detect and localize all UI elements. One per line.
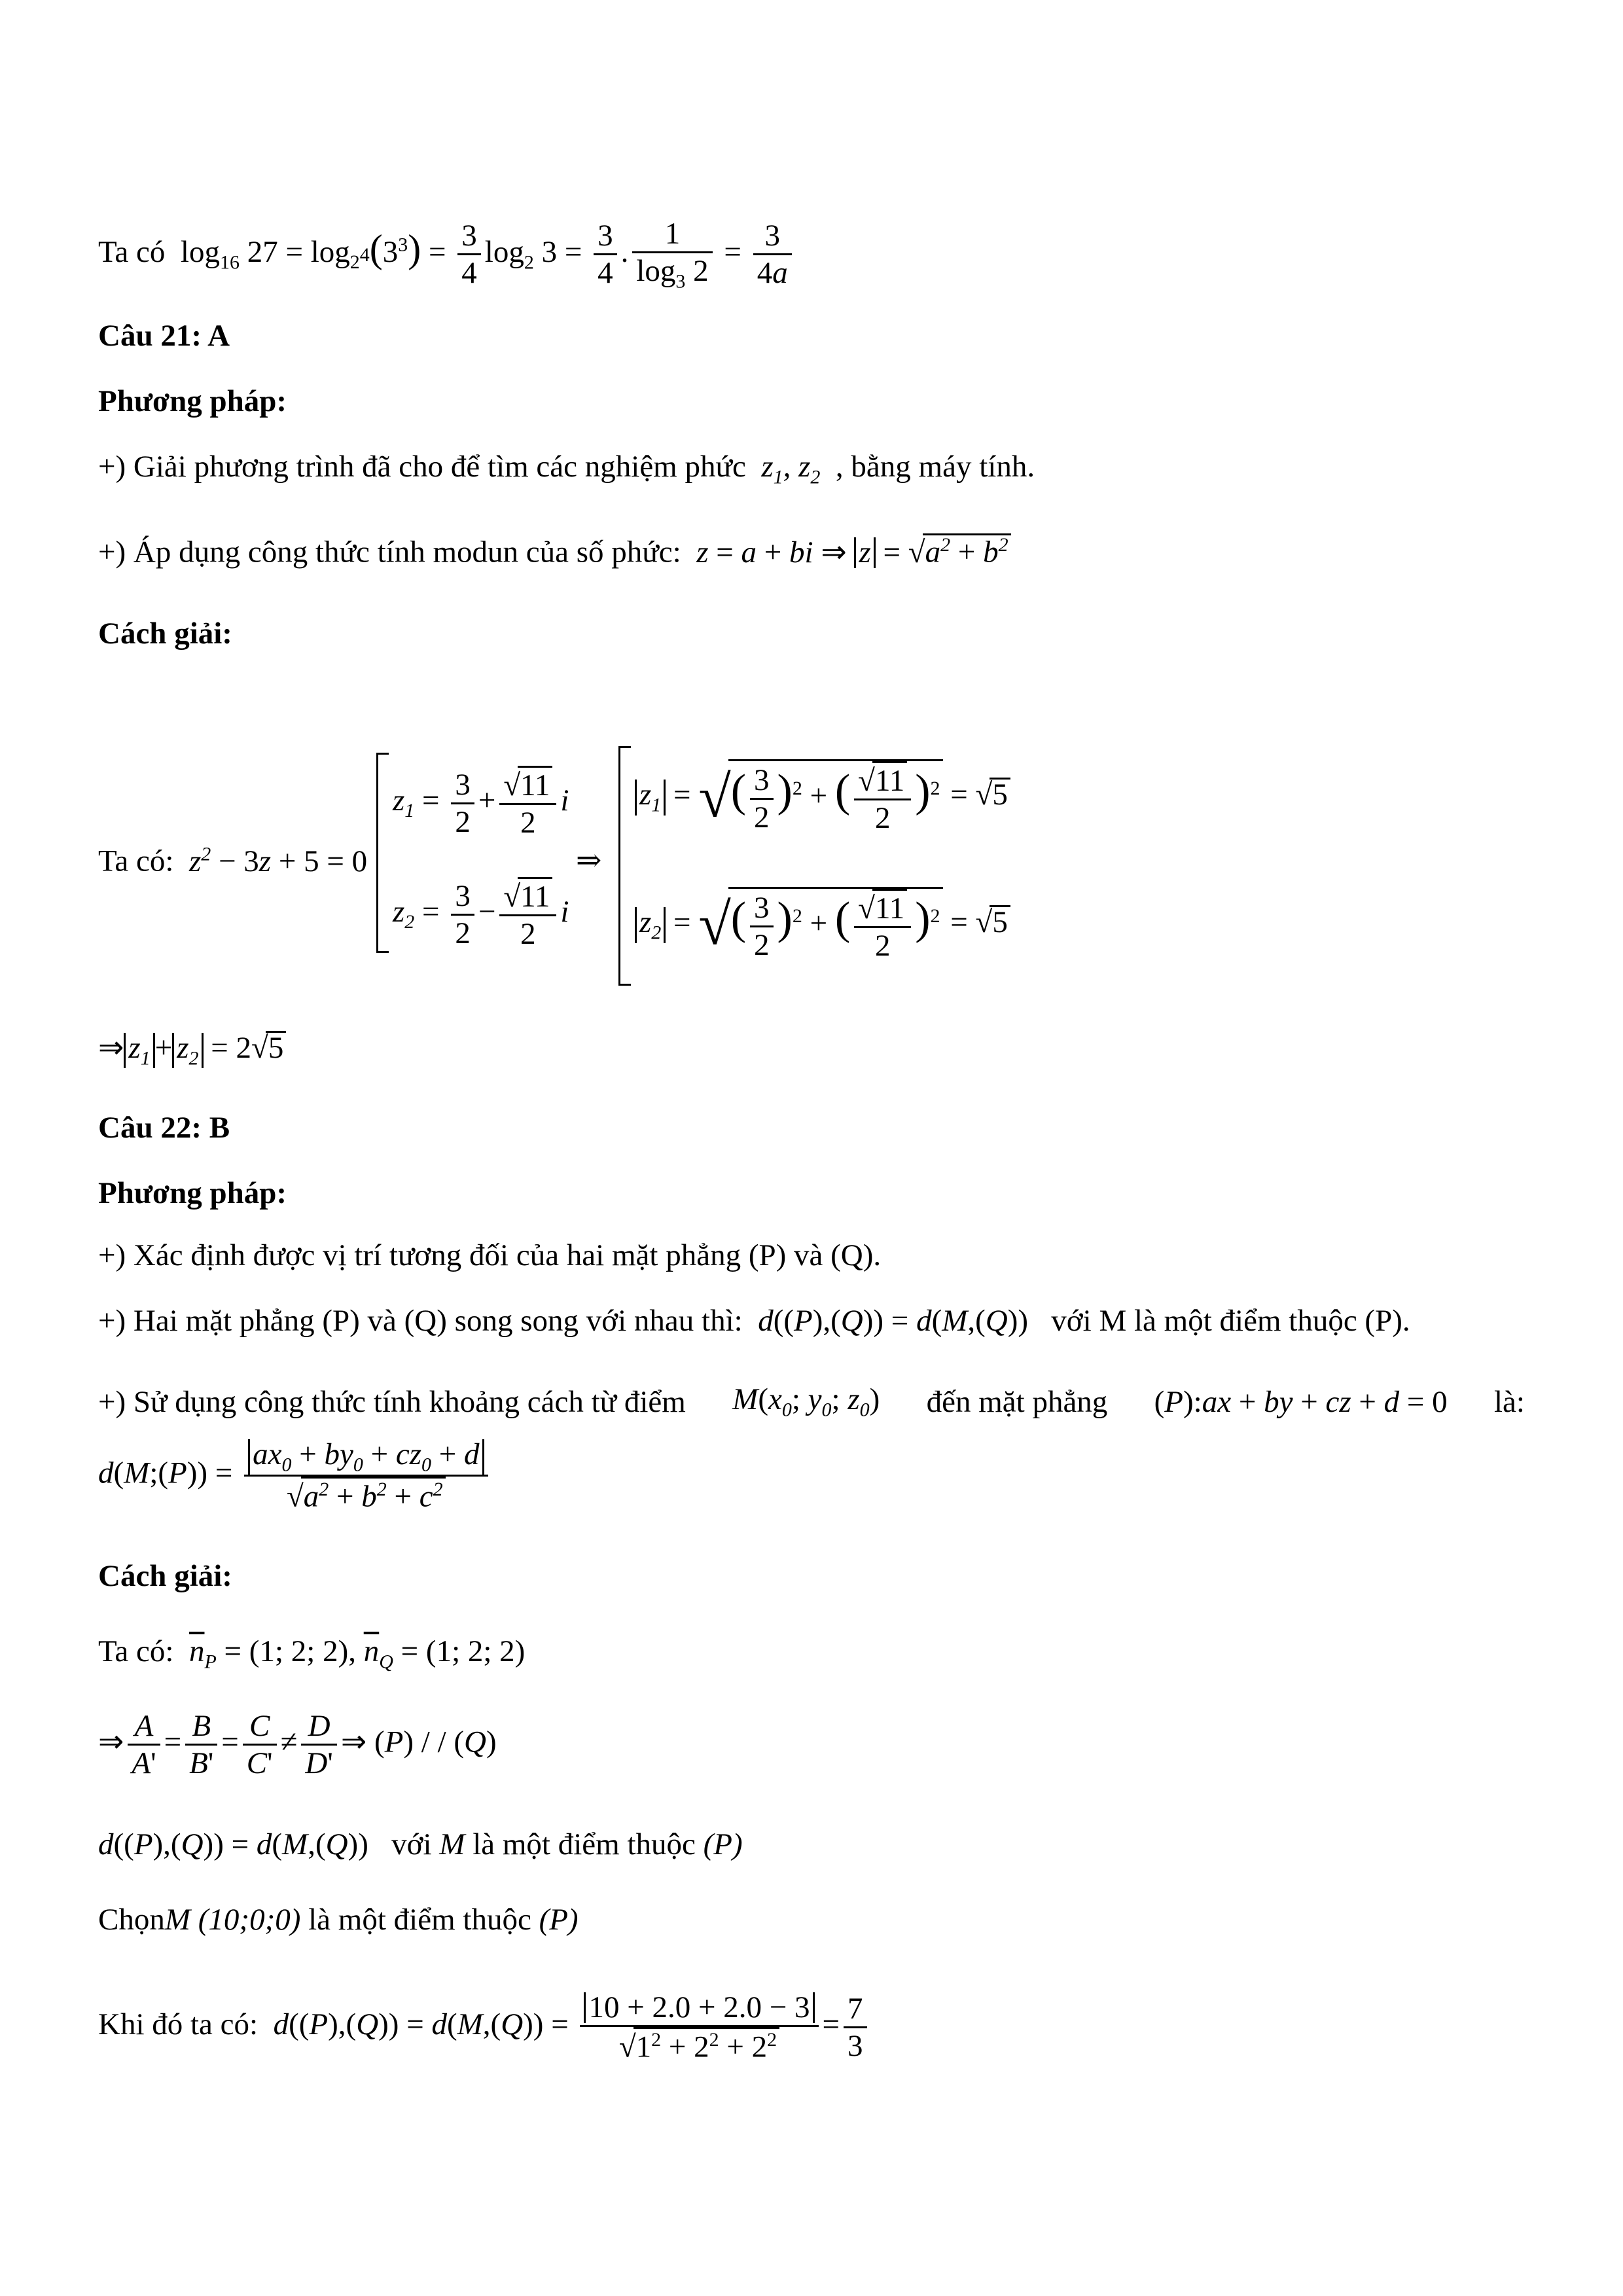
cau21-mod1: $z_1$ = √( $\frac{3}{2}$ )$^2$ + ( $\frac{√11}{2}$ )$^2$ = √5 bbox=[635, 759, 1010, 836]
cau21-arrow: ⇒ bbox=[576, 844, 602, 878]
cau21-mod2: $z_2$ = √( $\frac{3}{2}$ )$^2$ + ( $\frac{√11}{2}$ )$^2$ = √5 bbox=[635, 887, 1010, 963]
cau21-sol-lead: Ta có: bbox=[98, 844, 174, 878]
cau22-s1-lead: Ta có: bbox=[98, 1634, 174, 1668]
cau22-method-1: +) Xác định được vị trí tương đối của hai mặt phẳng (P) và (Q). bbox=[98, 1238, 882, 1272]
cau22-method-3 bbox=[98, 1384, 1525, 1420]
log-lead: Ta có bbox=[98, 234, 166, 269]
cau21-z1: $z_1$ = $\frac{3}{2}$ + $\frac{√11}{2}$ i bbox=[393, 766, 569, 840]
cau21-sol-lead-row bbox=[98, 844, 367, 877]
cau22-s1-math: $\overline{n}_P = (1$; 2; 2), $\overline{n}_Q = (1$; 2; 2) bbox=[188, 1634, 526, 1673]
cau22-m3-text: +) Sử dụng công thức tính khoảng cách từ điểm bbox=[98, 1384, 686, 1419]
cau21-m1-math: $z_1$, $z_2$ bbox=[753, 450, 821, 488]
cau21-bracket-right bbox=[618, 746, 631, 986]
cau21-z2: $z_2$ = $\frac{3}{2}$ − $\frac{√11}{2}$ i bbox=[393, 877, 569, 952]
cau22-s5-math: d((P),(Q)) = d(M,(Q)) = $\frac{10 + 2.0 + 2.0 - 3}{√1^2 + 2^2 + 2^2}$ = $\frac{7}{3}$ bbox=[266, 2007, 871, 2041]
cau21-heading: Câu 21: A bbox=[98, 319, 230, 353]
cau22-m3-formula: d(M;(P)) = $\frac{ax_0 + by_0 + cz_0 + d}{√a^2 + b^2 + c^2}$ bbox=[98, 1437, 492, 1515]
cau22-m3-end: là: bbox=[1494, 1384, 1525, 1419]
cau21-m2-math: z = a + bi ⇒ $z = √a^2 + b^2$ bbox=[688, 535, 1010, 569]
cau22-m3-mid: đến mặt phẳng bbox=[926, 1384, 1108, 1419]
cau22-s3-var: M bbox=[439, 1827, 465, 1861]
cau22-m2-end: với M là một điểm thuộc (P). bbox=[1051, 1304, 1410, 1338]
cau21-method-2 bbox=[98, 533, 1011, 568]
cau21-bracket-left bbox=[376, 753, 389, 953]
cau22-s5-lead: Khi đó ta có: bbox=[98, 2007, 259, 2042]
cau22-s3-end: là một điểm thuộc bbox=[473, 1827, 696, 1861]
cau22-m3-plane: (P):ax + by + cz + d = 0 bbox=[1154, 1384, 1448, 1419]
cau22-solution-heading: Cách giải: bbox=[98, 1559, 232, 1593]
cau22-m2-text: +) Hai mặt phẳng (P) và (Q) song song với nhau thì: bbox=[98, 1304, 743, 1338]
cau22-s1 bbox=[98, 1636, 525, 1672]
log-equation: $\log_{16} 27 = \log_{2^4}(3^3)$ = $\frac{3}{4}$ $\log_2 3$ = $\frac{3}{4}$ . $\frac{1}{\log_3 2}$ = $\frac{3}{4a}$ bbox=[173, 235, 796, 269]
log-line bbox=[98, 216, 796, 293]
cau22-s3-text: với bbox=[391, 1827, 432, 1861]
cau22-m3-point: $M(x_0$; $y_0$; $z_0$) bbox=[732, 1382, 880, 1421]
cau22-s4-text: là một điểm thuộc bbox=[308, 1903, 531, 1937]
cau22-method-heading: Phương pháp: bbox=[98, 1176, 287, 1210]
cau22-method-2 bbox=[98, 1306, 1410, 1336]
cau21-result: ⇒ $z_1 + z_2 = 2√5$ bbox=[98, 1031, 286, 1068]
cau21-m1-text: +) Giải phương trình đã cho để tìm các nghiệm phức bbox=[98, 450, 746, 484]
cau22-s4-point: M (10;0;0) bbox=[164, 1903, 301, 1937]
cau22-s5 bbox=[98, 1990, 871, 2065]
cau21-method-1 bbox=[98, 452, 1035, 487]
cau22-s4-lead: Chọn bbox=[98, 1903, 165, 1937]
cau22-s4 bbox=[98, 1905, 579, 1935]
cau21-sol-eq: $z^2 - 3z + 5 = 0$ bbox=[181, 843, 368, 878]
cau21-m2-text: +) Áp dụng công thức tính modun của số phức: bbox=[98, 535, 681, 569]
cau22-s3-p: (P) bbox=[703, 1827, 743, 1861]
cau22-s3-math: d((P),(Q)) = d(M,(Q)) bbox=[98, 1827, 368, 1861]
cau22-s4-p: (P) bbox=[539, 1903, 579, 1937]
cau22-s3 bbox=[98, 1829, 743, 1860]
cau21-solution-heading: Cách giải: bbox=[98, 617, 232, 651]
cau22-m2-math: d((P),(Q)) = d(M,(Q)) bbox=[750, 1304, 1029, 1338]
cau21-method-heading: Phương pháp: bbox=[98, 384, 287, 418]
cau22-heading: Câu 22: B bbox=[98, 1111, 230, 1145]
cau22-s2: ⇒ $\frac{A}{A'}$ = $\frac{B}{B'}$ = $\frac{C}{C'}$ ≠ $\frac{D}{D'}$ ⇒ (P) / / (Q) bbox=[98, 1709, 497, 1781]
cau21-m1-end: , bằng máy tính. bbox=[835, 450, 1035, 484]
